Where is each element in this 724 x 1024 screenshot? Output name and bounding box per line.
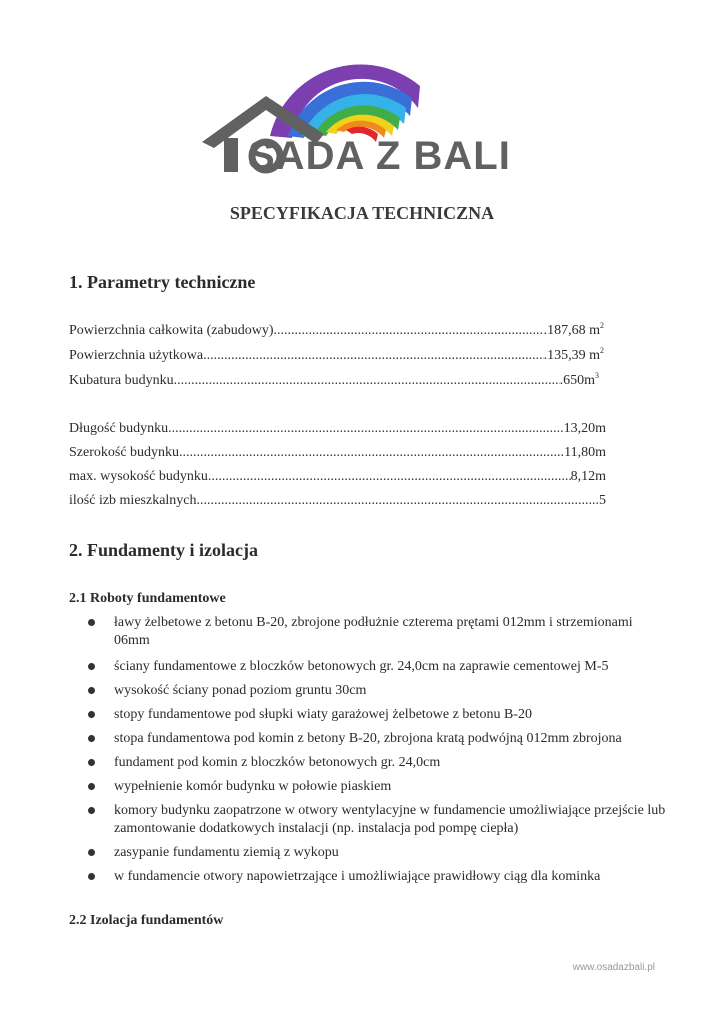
bullet-icon [88, 711, 95, 718]
subsection-2-1-heading: 2.1 Roboty fundamentowe [69, 591, 226, 606]
spec-label: ilość izb mieszkalnych [69, 493, 197, 508]
bullet-icon [88, 735, 95, 742]
spec-row-rooms [69, 492, 606, 510]
spec-value: 8,12m [570, 469, 606, 484]
bullet-icon [88, 807, 95, 814]
leader-dots [197, 492, 599, 510]
list-item: fundament pod komin z bloczków betonowych gr. 24,0cm [69, 754, 669, 772]
bullet-icon [88, 619, 95, 626]
list-item: w fundamencie otwory napowietrzające i umożliwiające prawidłowy ciąg dla kominka [69, 868, 669, 886]
bullet-icon [88, 687, 95, 694]
bullet-icon [88, 783, 95, 790]
list-item: wypełnienie komór budynku w połowie piaskiem [69, 778, 669, 796]
spec-row-volume [69, 372, 599, 390]
bullet-icon [88, 663, 95, 670]
bullet-icon [88, 759, 95, 766]
leader-dots [208, 468, 571, 486]
section-2-heading: 2. Fundamenty i izolacja [69, 540, 258, 560]
list-item: stopy fundamentowe pod słupki wiaty garażowej żelbetowe z betonu B-20 [69, 706, 669, 724]
leader-dots [179, 444, 564, 462]
spec-label: max. wysokość budynku [69, 469, 208, 484]
spec-row-usable-area [69, 347, 604, 365]
document-title: SPECYFIKACJA TECHNICZNA [229, 203, 495, 223]
leader-dots [174, 372, 560, 390]
foundation-works-list [69, 614, 669, 886]
spec-value: 13,20m [563, 421, 606, 436]
spec-label: Kubatura budynku [69, 373, 174, 388]
bullet-icon [88, 849, 95, 856]
bullet-icon [88, 873, 95, 880]
spec-row-width [69, 444, 606, 462]
spec-value: .187,68 $m^2$ [543, 321, 604, 338]
footer-url: www.osadazbali.pl [572, 962, 655, 973]
leader-dots [203, 347, 543, 365]
spec-row-length [69, 420, 606, 438]
spec-value: .135,39 $m^2$ [543, 346, 604, 363]
list-item: wysokość ściany ponad poziom gruntu 30cm [69, 682, 669, 700]
list-item: stopa fundamentowa pod komin z betony B-20, zbrojona kratą podwójną 012mm zbrojona [69, 730, 669, 748]
leader-dots [273, 322, 543, 340]
spec-row-height [69, 468, 606, 486]
section-1-heading: 1. Parametry techniczne [69, 272, 256, 292]
spec-label: Powierzchnia użytkowa [69, 348, 204, 363]
spec-label: Powierzchnia całkowita (zabudowy) [69, 323, 274, 338]
spec-label: Szerokość budynku [69, 445, 180, 460]
leader-dots [168, 420, 563, 438]
spec-value: 11,80m [564, 445, 606, 460]
list-item: komory budynku zaopatrzone w otwory wentylacyjne w fundamencie umożliwiające przejście lub zamontowanie dodatkowych instalacji (np. instalacja pod pompę ciepła) [69, 802, 669, 838]
spec-value: 5 [599, 493, 606, 508]
list-item: ławy żelbetowe z betonu B-20, zbrojone podłużnie czterema prętami 012mm i strzemionami 06mm [69, 614, 669, 650]
spec-label: Długość budynku [69, 421, 169, 436]
spec-value: $.650m^3$ [559, 371, 599, 388]
logo-text: SADA Z BALI [248, 134, 511, 178]
spec-row-total-area [69, 322, 604, 340]
list-item: ściany fundamentowe z bloczków betonowych gr. 24,0cm na zaprawie cementowej M-5 [69, 658, 669, 676]
subsection-2-2-heading: 2.2 Izolacja fundamentów [69, 913, 224, 928]
list-item: zasypanie fundamentu ziemią z wykopu [69, 844, 669, 862]
